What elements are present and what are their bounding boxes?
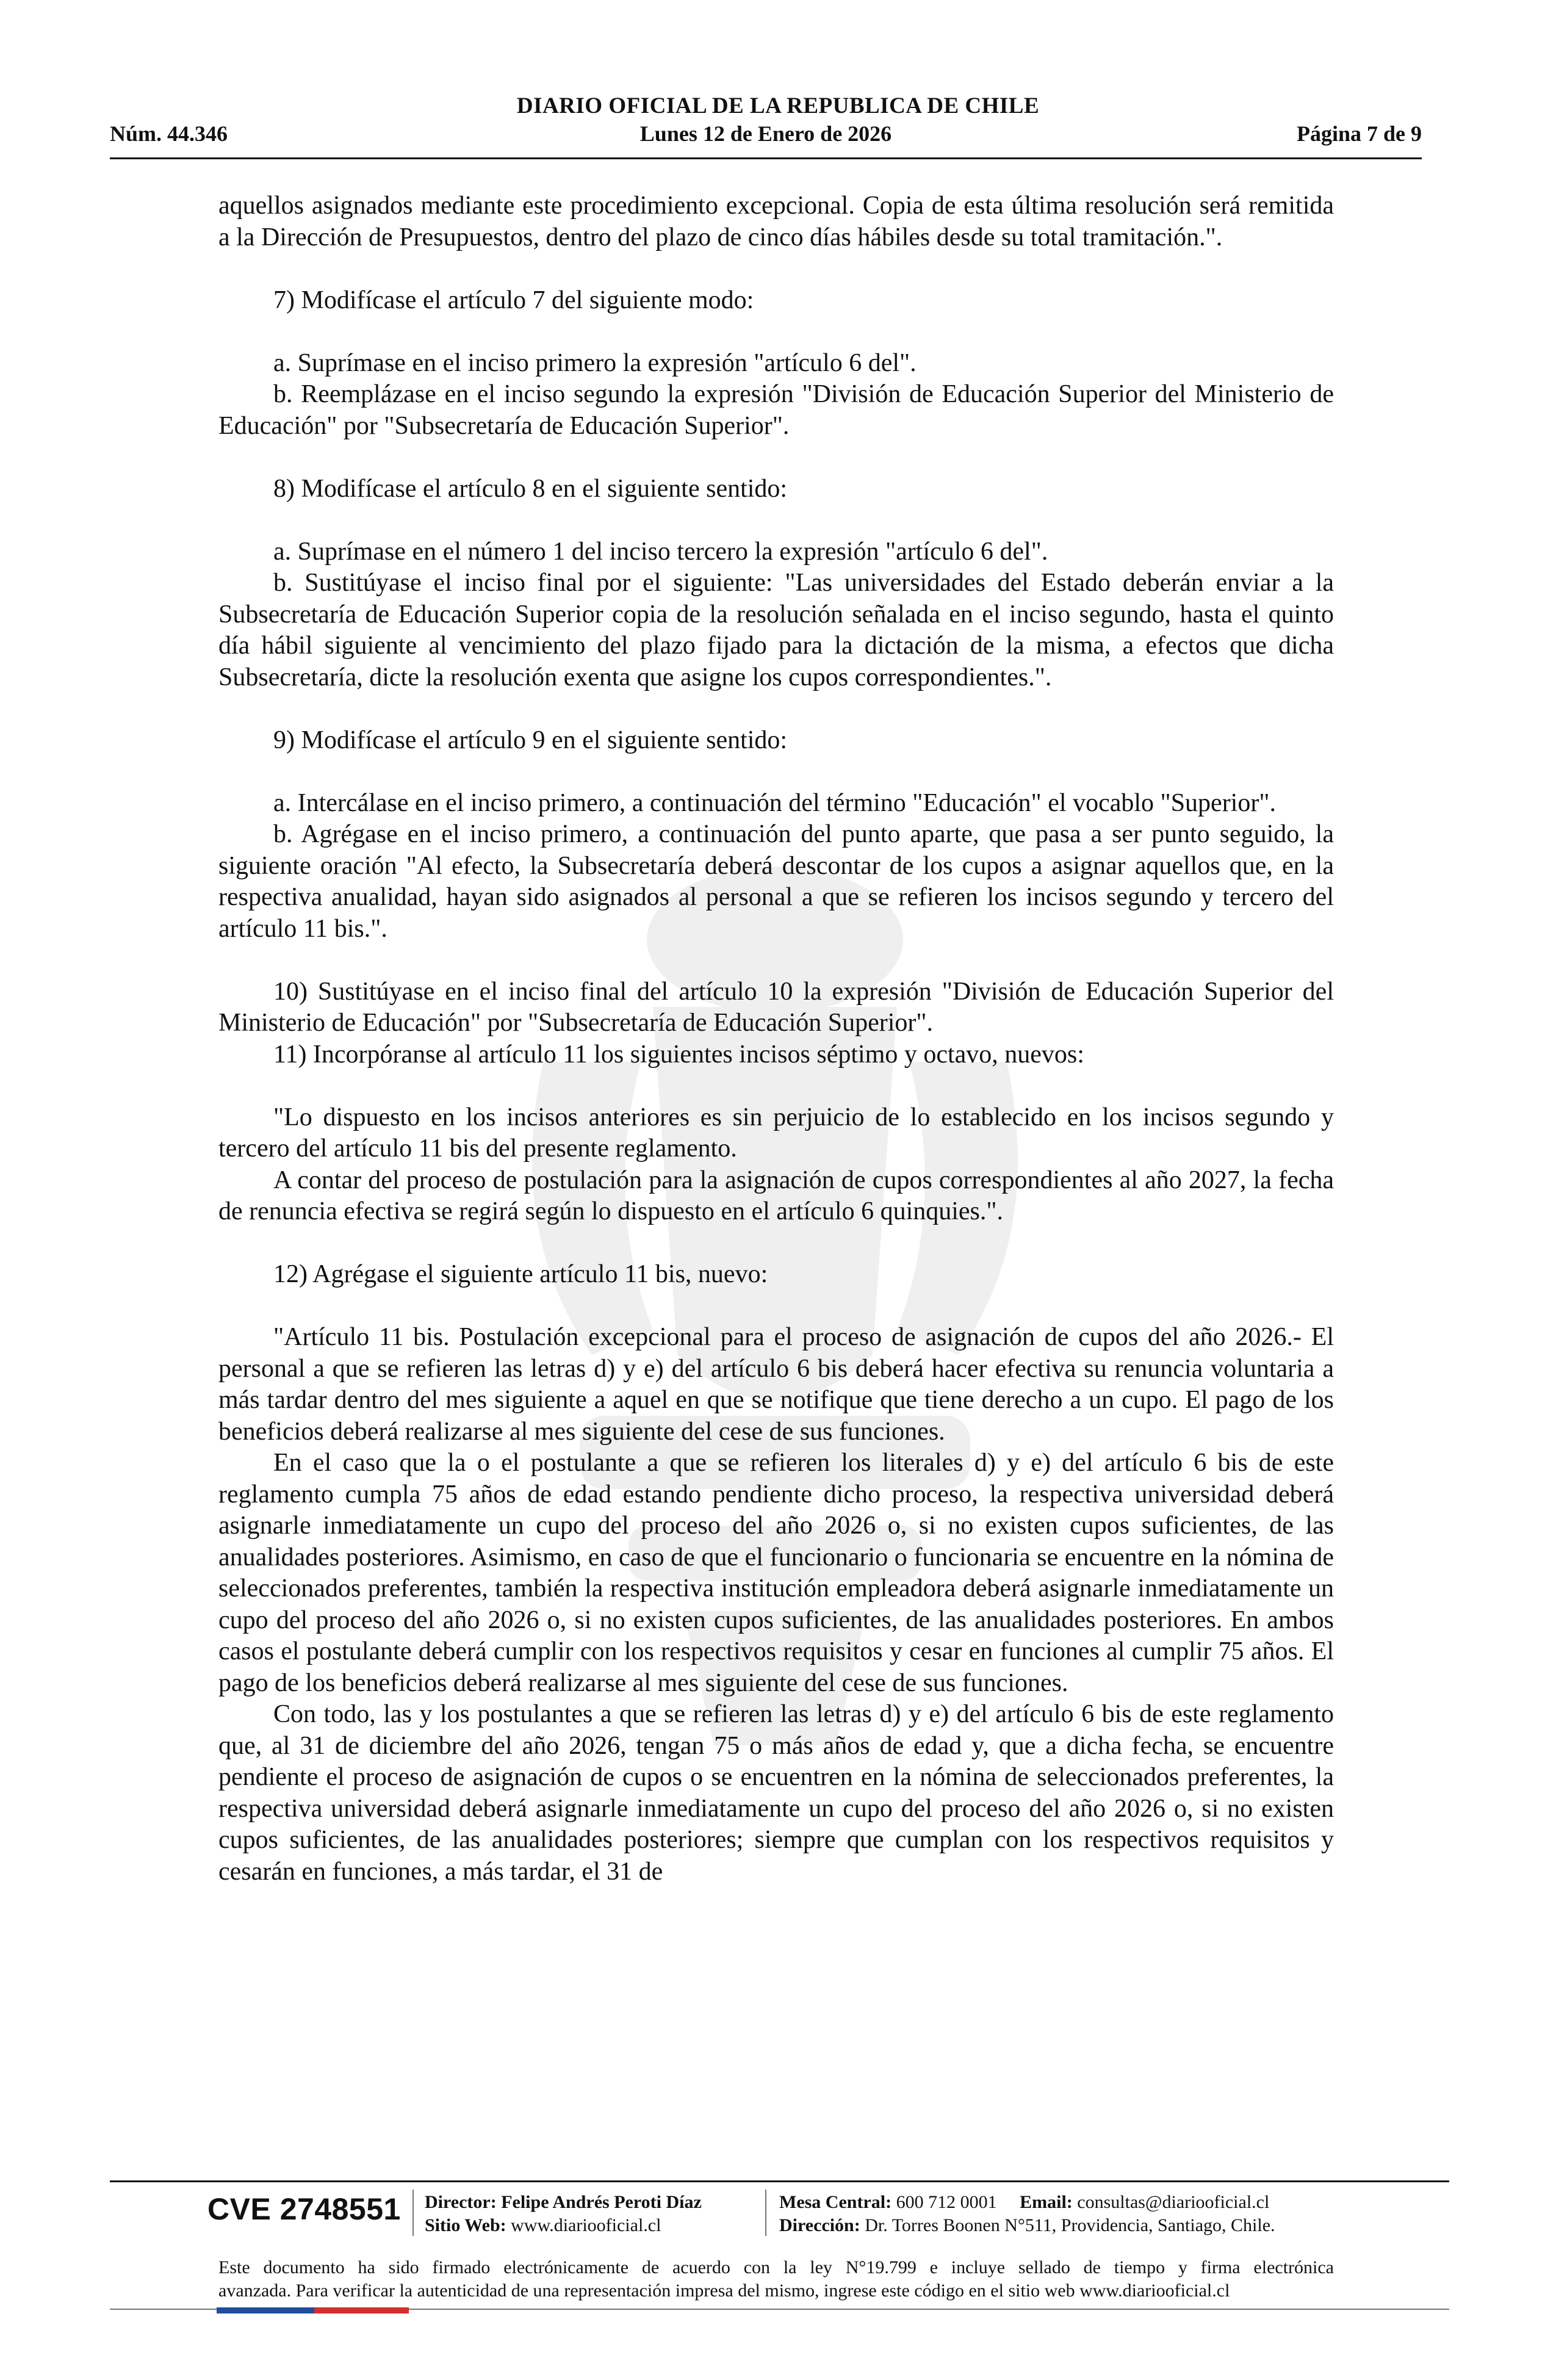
- footer-legal-notice: [218, 2256, 1334, 2302]
- header-row: [110, 121, 1422, 150]
- flag-stripe-blue: [217, 2307, 314, 2313]
- paragraph-11-quote-1: "Lo dispuesto en los incisos anteriores es sin perjuicio de lo establecido en los incisos segundo y tercero del artículo 11 bis del presente reglamento.: [218, 1103, 1334, 1163]
- paragraph-8b: b. Sustitúyase el inciso final por el siguiente: "Las universidades del Estado deberán enviar a la Subsecretaría de Educación Superior copia de la resolución señalada en el inciso segundo, hasta el quinto día hábil siguiente al vencimiento del plazo fijado para la dictación de la misma, a efectos que dicha Subsecretaría, dicte la resolución exenta que asigne los cupos correspondientes.".: [218, 569, 1334, 691]
- paragraph-item-7: 7) Modifícase el artículo 7 del siguiente modo:: [273, 286, 754, 314]
- document-body: [218, 190, 1334, 1888]
- web-link[interactable]: www.diariooficial.cl: [511, 2215, 661, 2235]
- paragraph-item-10: 10) Sustitúyase en el inciso final del artículo 10 la expresión "División de Educación Superior del Ministerio de Educación" por "Subsecretaría de Educación Superior".: [218, 977, 1334, 1037]
- paragraph-item-9: 9) Modifícase el artículo 9 en el siguiente sentido:: [273, 726, 788, 754]
- paragraph-9b: b. Agrégase en el inciso primero, a continuación del punto aparte, que pasa a ser punto seguido, la siguiente oración "Al efecto, la Subsecretaría deberá descontar de los cupos a asignar aquellos que, en la respectiva anualidad, hayan sido asignados al personal a que se refieren los incisos segundo y tercero del artículo 11 bis.".: [218, 820, 1334, 943]
- paragraph-11-quote-2: A contar del proceso de postulación para la asignación de cupos correspondientes al año 2027, la fecha de renuncia efectiva se regirá según lo dispuesto en el artículo 6 quinquies.".: [218, 1166, 1334, 1225]
- address-label: Dirección:: [779, 2215, 860, 2235]
- header-divider: [110, 157, 1422, 159]
- paragraph-11bis-2: En el caso que la o el postulante a que se refieren los literales d) y e) del artículo 6 bis de este reglamento cumpla 75 años de edad estando pendiente dicho proceso, la respectiva universidad deberá asignarle inmediatamente un cupo del proceso del año 2026 o, si no existen cupos suficientes, de las anualidades posteriores. Asimismo, en caso de que el funcionario o funcionaria se encuentre en la nómina de seleccionados preferentes, también la respectiva institución empleadora deberá asignarle inmediatamente un cupo del proceso del año 2026 o, si no existen cupos suficientes, de las anualidades posteriores. En ambos casos el postulante deberá cumplir con los respectivos requisitos y cesar en funciones al cumplir 75 años. El pago de los beneficios deberá realizarse al mes siguiente del cese de sus funciones.: [218, 1449, 1334, 1697]
- paragraph-7b: b. Reemplázase en el inciso segundo la expresión "División de Educación Superior del Ministerio de Educación" por "Subsecretaría de Educación Superior".: [218, 380, 1334, 440]
- issue-number: Núm. 44.346: [110, 121, 228, 146]
- mesa-label: Mesa Central:: [779, 2192, 892, 2212]
- footer-director-block: [425, 2191, 702, 2237]
- paragraph-item-12: 12) Agrégase el siguiente artículo 11 bis, nuevo:: [273, 1260, 768, 1288]
- footer-divider: [110, 2180, 1449, 2182]
- cve-code: CVE 2748551: [207, 2192, 401, 2226]
- legal-line-2: avanzada. Para verificar la autenticidad de una representación impresa del mismo, ingrese este código en el sitio web www.diariooficial.cl: [218, 2281, 1230, 2301]
- email-link[interactable]: consultas@diariooficial.cl: [1077, 2192, 1270, 2212]
- paragraph-continuation: aquellos asignados mediante este procedimiento excepcional. Copia de esta última resolución será remitida a la Dirección de Presupuestos, dentro del plazo de cinco días hábiles desde su total tramitación.".: [218, 192, 1334, 251]
- director-name: Felipe Andrés Peroti Díaz: [501, 2192, 702, 2212]
- page-indicator: Página 7 de 9: [1296, 121, 1422, 146]
- paragraph-9a: a. Intercálase en el inciso primero, a continuación del término "Educación" el vocablo "Superior".: [273, 788, 1276, 817]
- director-label: Director:: [425, 2192, 497, 2212]
- footer-contact-block: [779, 2191, 1275, 2237]
- newspaper-title: DIARIO OFICIAL DE LA REPUBLICA DE CHILE: [516, 93, 1040, 118]
- issue-date: Lunes 12 de Enero de 2026: [639, 121, 892, 146]
- paragraph-11bis-3: Con todo, las y los postulantes a que se refieren las letras d) y e) del artículo 6 bis de este reglamento que, al 31 de diciembre del año 2026, tengan 75 o más años de edad y, que a dicha fecha, se encuentre pendiente el proceso de asignación de cupos o se encuentren en la nómina de seleccionados preferentes, la respectiva universidad deberá asignarle inmediatamente un cupo del proceso del año 2026 o, si no existen cupos suficientes, de las anualidades posteriores; siempre que cumplan con los respectivos requisitos y cesarán en funciones, a más tardar, el 31 de: [218, 1700, 1334, 1886]
- footer-separator: [412, 2190, 414, 2236]
- paragraph-7a: a. Suprímase en el inciso primero la expresión "artículo 6 del".: [273, 348, 917, 377]
- paragraph-item-8: 8) Modifícase el artículo 8 en el siguiente sentido:: [273, 474, 788, 503]
- footer-separator: [765, 2190, 766, 2236]
- paragraph-item-11: 11) Incorpóranse al artículo 11 los siguientes incisos séptimo y octavo, nuevos:: [273, 1040, 1084, 1069]
- mesa-phone: 600 712 0001: [896, 2192, 997, 2212]
- flag-stripe-red: [314, 2307, 409, 2313]
- paragraph-11bis-1: "Artículo 11 bis. Postulación excepcional para el proceso de asignación de cupos del año 2026.- El personal a que se refieren las letras d) y e) del artículo 6 bis deberá hacer efectiva su renuncia voluntaria a más tardar dentro del mes siguiente a aquel en que se notifique que tiene derecho a un cupo. El pago de los beneficios deberá realizarse al mes siguiente del cese de sus funciones.: [218, 1323, 1334, 1446]
- paragraph-8a: a. Suprímase en el número 1 del inciso tercero la expresión "artículo 6 del".: [273, 537, 1048, 566]
- web-label: Sitio Web:: [425, 2215, 506, 2235]
- address-value: Dr. Torres Boonen N°511, Providencia, Santiago, Chile.: [865, 2215, 1275, 2235]
- legal-line-1: Este documento ha sido firmado electrónicamente de acuerdo con la ley N°19.799 e incluye sellado de tiempo y firma electrónica: [218, 2257, 1334, 2277]
- email-label: Email:: [1020, 2192, 1073, 2212]
